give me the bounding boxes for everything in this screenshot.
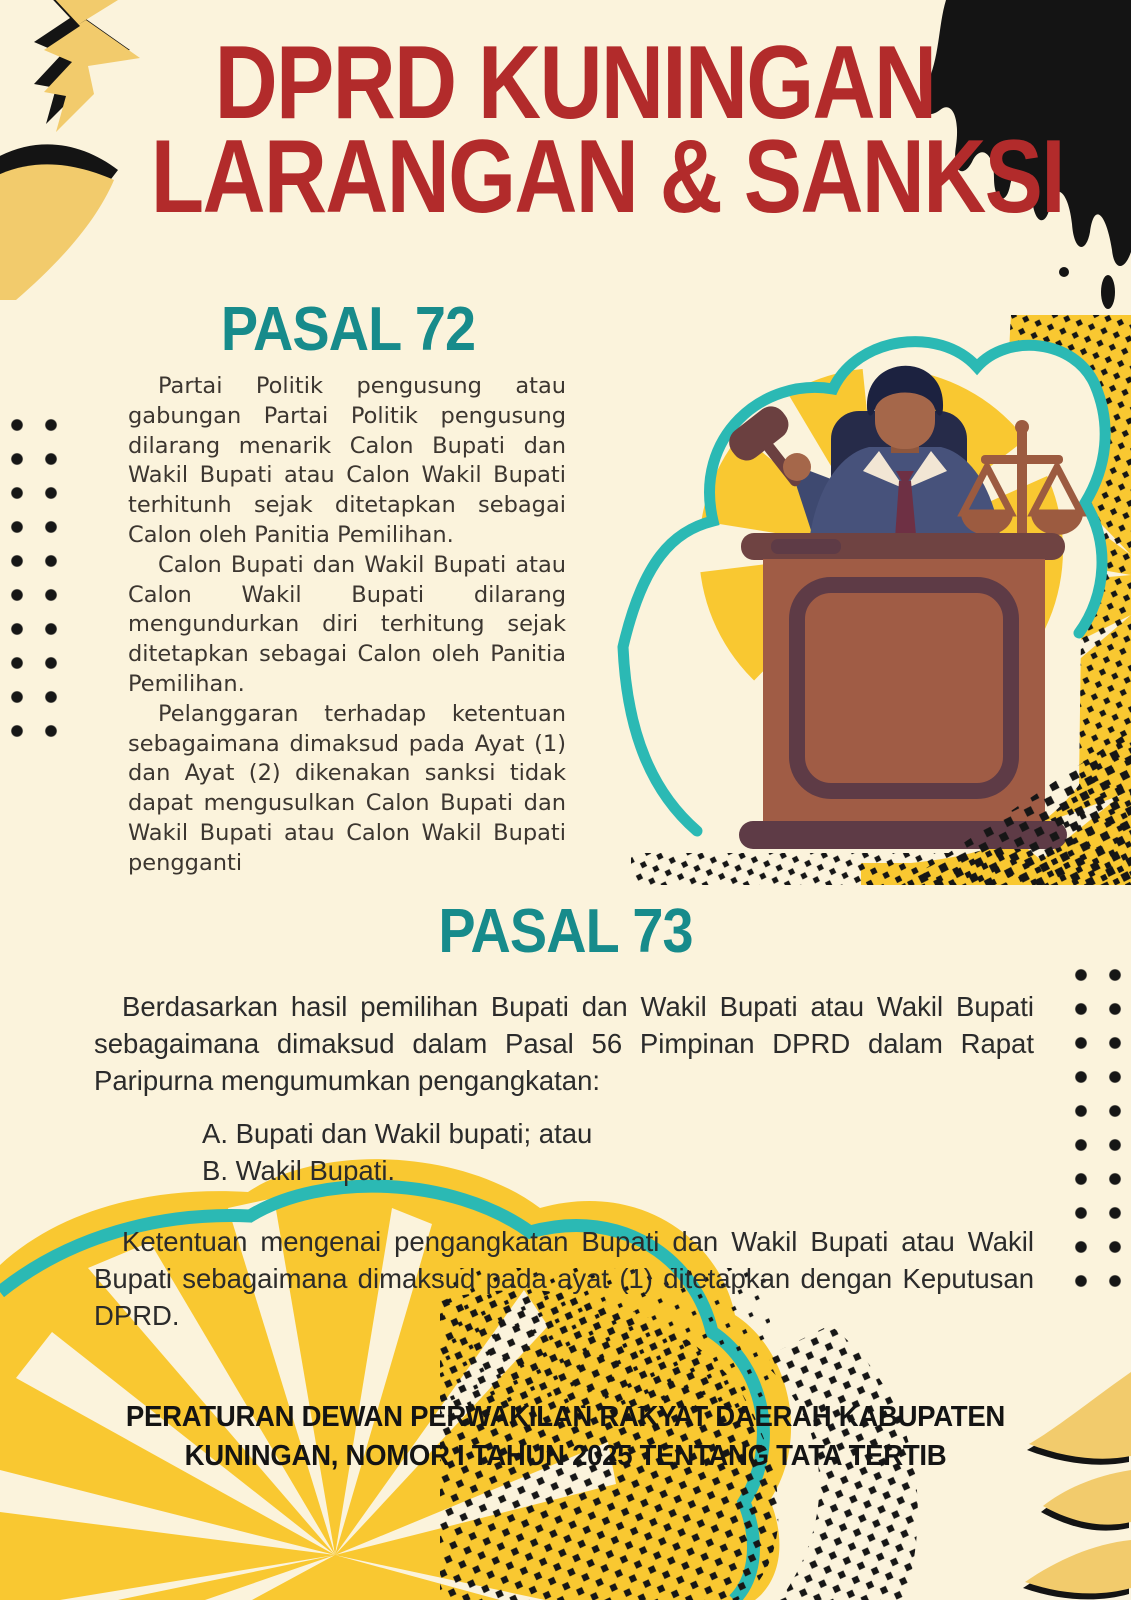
pasal-72-paragraph-2: Calon Bupati dan Wakil Bupati atau Calon Wakil Bupati dilarang mengundurkan diri terhitung sejak ditetapkan sebagai Calon oleh Panitia Pemilihan. <box>128 551 566 697</box>
judge-illustration <box>611 315 1131 885</box>
pasal-72-paragraph-1: Partai Politik pengusung atau gabungan Partai Politik pengusung dilarang menarik Calon Bupati dan Wakil Bupati atau Calon Wakil Bupati terhitunh sejak ditetapkan sebagai Calon oleh Panitia Pemilihan. <box>128 373 566 548</box>
pasal-73-closing: Ketentuan mengenai pengangkatan Bupati dan Wakil Bupati atau Wakil Bupati sebagaimana dimaksud pada ayat (1) ditetapkan dengan Keputusan DPRD. <box>94 1226 1034 1331</box>
pasal-73-heading: PASAL 73 <box>438 897 693 966</box>
pasal-73-intro: Berdasarkan hasil pemilihan Bupati dan Wakil Bupati atau Wakil Bupati sebagaimana dimaksud dalam Pasal 56 Pimpinan DPRD dalam Rapat Paripurna mengumumkan pengangkatan: <box>94 991 1034 1096</box>
pasal-72-paragraph-3: Pelanggaran terhadap ketentuan sebagaimana dimaksud pada Ayat (1) dan Ayat (2) dikenakan sanksi tidak dapat mengusulkan Calon Bupati dan Wakil Bupati atau Calon Wakil Bupati pengganti <box>128 700 566 876</box>
dot-grid-right <box>1064 958 1131 1299</box>
podium <box>739 533 1067 849</box>
pasal-73-list-item-a: A. Bupati dan Wakil bupati; atau <box>202 1118 593 1149</box>
dot-grid-left <box>0 408 70 749</box>
footer-line-2: KUNINGAN, NOMOR I TAHUN 2025 TENTANG TATA TERTIB <box>184 1440 947 1472</box>
title-line-2: LARANGAN & SANKSI <box>150 119 1064 235</box>
pasal-73-list-item-b: B. Wakil Bupati. <box>202 1155 396 1186</box>
pasal-73-list <box>202 1115 1034 1189</box>
pasal-72-body <box>128 372 566 879</box>
footer-line-1: PERATURAN DEWAN PERWAKILAN RAKYAT DAERAH KABUPATEN <box>125 1401 1006 1433</box>
pasal-72-heading: PASAL 72 <box>220 295 476 364</box>
poster-title <box>70 25 1080 235</box>
footer-citation <box>28 1398 1102 1476</box>
title-line-1: DPRD KUNINGAN <box>214 25 936 141</box>
pasal-73-body <box>94 988 1034 1334</box>
